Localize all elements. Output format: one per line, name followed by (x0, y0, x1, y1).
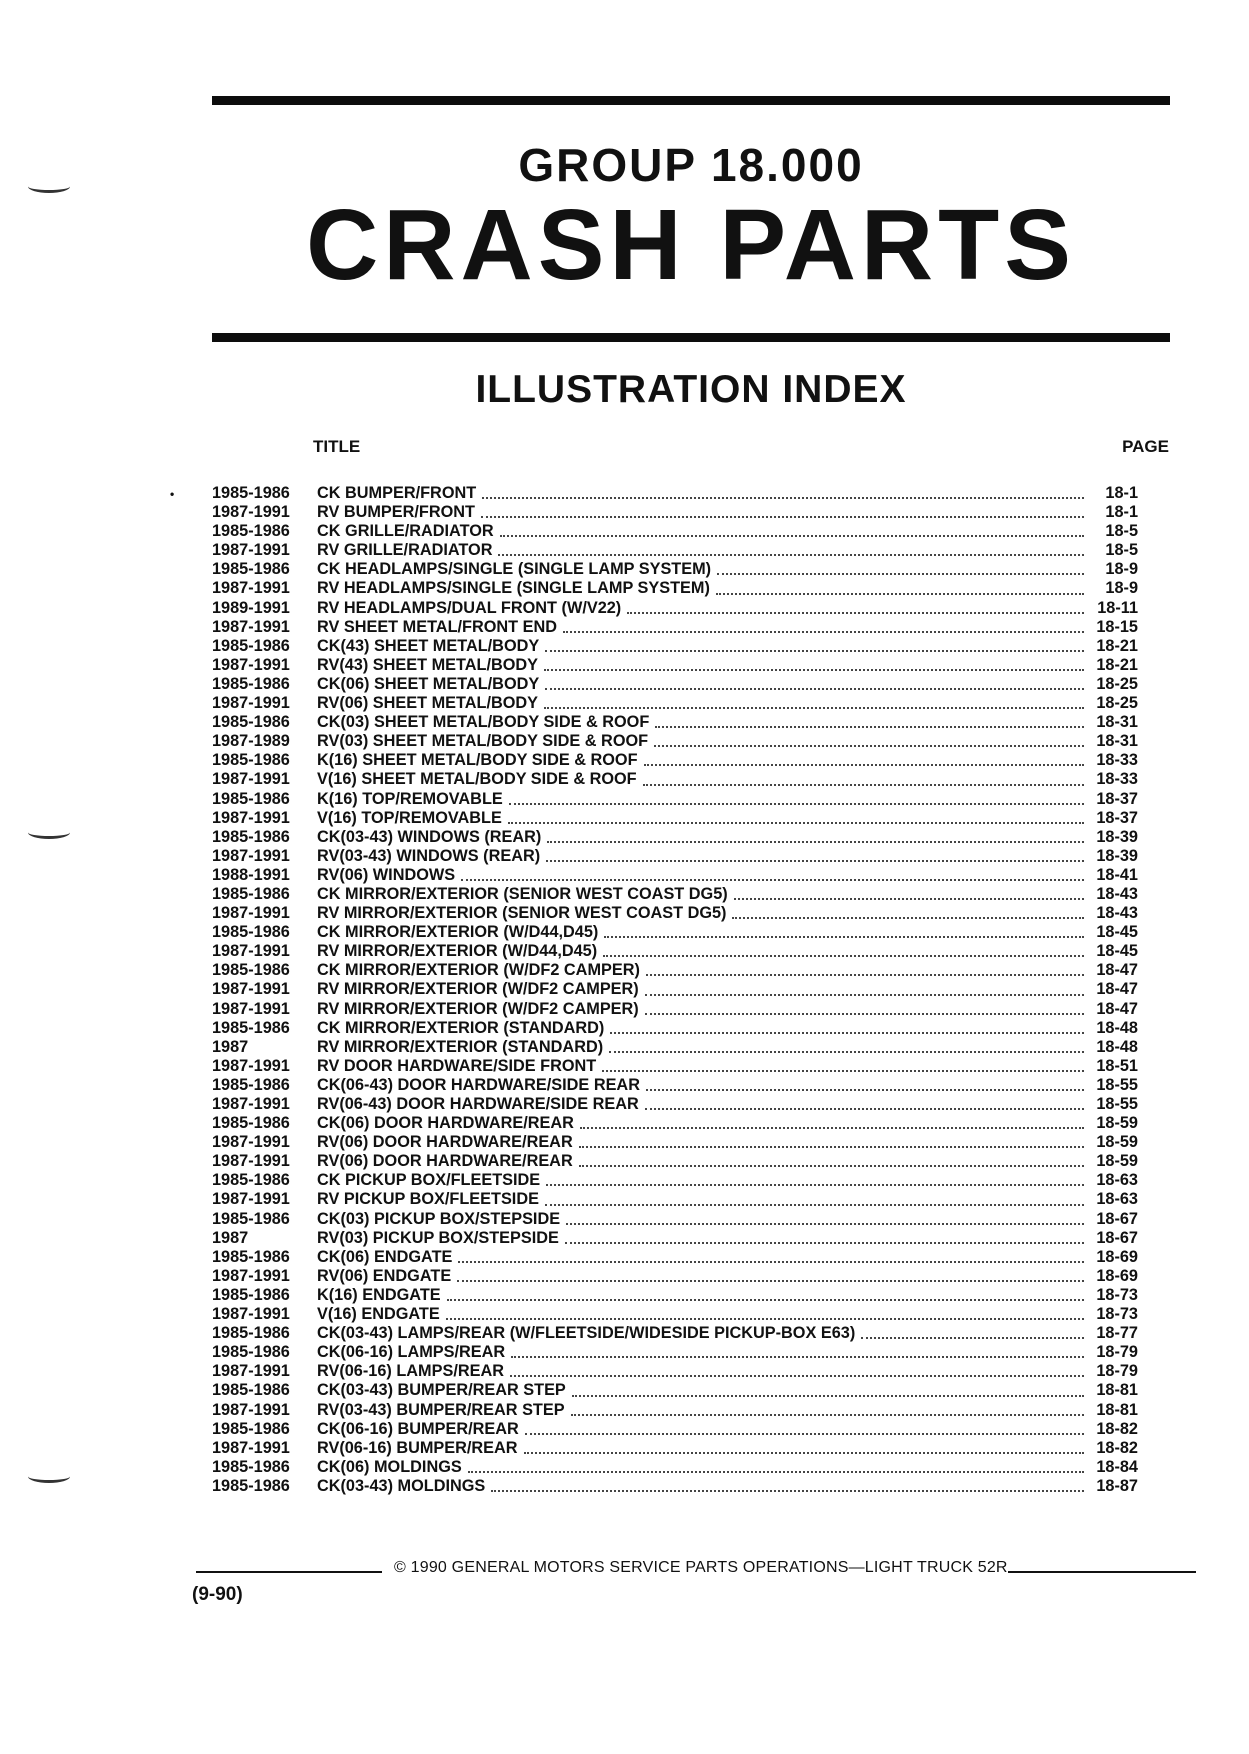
index-entry (212, 751, 1138, 770)
entry-page: 18-69 (1096, 1247, 1138, 1266)
dot-leader (565, 1242, 1084, 1244)
dot-leader (525, 1433, 1084, 1435)
dot-leader (547, 841, 1084, 843)
entry-years: 1985-1986 (212, 1285, 290, 1304)
dot-leader (609, 1051, 1084, 1053)
entry-page: 18-69 (1096, 1266, 1138, 1285)
dot-leader (627, 612, 1084, 614)
entry-years: 1985-1986 (212, 674, 290, 693)
dot-leader (461, 879, 1084, 881)
entry-years: 1985-1986 (212, 1476, 290, 1495)
entry-title: RV(06) DOOR HARDWARE/REAR (317, 1152, 573, 1171)
entry-years: 1985-1986 (212, 636, 290, 655)
entry-title: V(16) TOP/REMOVABLE (317, 808, 502, 827)
index-entry (212, 828, 1138, 847)
entry-page: 18-39 (1096, 846, 1138, 865)
entry-years: 1987-1991 (212, 1095, 290, 1113)
dot-leader (645, 994, 1084, 996)
entry-title: CK HEADLAMPS/SINGLE (SINGLE LAMP SYSTEM) (317, 560, 712, 579)
entry-page: 18-84 (1096, 1457, 1138, 1476)
binder-punch-mark (28, 180, 70, 193)
entry-title: K(16) SHEET METAL/BODY SIDE & ROOF (317, 751, 638, 770)
entry-page: 18-55 (1096, 1095, 1138, 1113)
entry-years: 1987-1991 (212, 1362, 290, 1381)
margin-bullet: • (170, 487, 175, 501)
entry-title: RV HEADLAMPS/SINGLE (SINGLE LAMP SYSTEM) (317, 579, 710, 598)
entry-years: 1985-1986 (212, 1381, 290, 1400)
dot-leader (610, 1032, 1084, 1034)
index-entry (212, 1114, 1138, 1133)
entry-page: 18-43 (1096, 884, 1138, 903)
dot-leader (603, 955, 1084, 957)
entry-title: RV(06-43) DOOR HARDWARE/SIDE REAR (317, 1095, 639, 1113)
index-entry (212, 541, 1138, 560)
entry-title: CK(43) SHEET METAL/BODY (317, 636, 540, 655)
entry-page: 18-21 (1096, 636, 1138, 655)
dot-leader (717, 573, 1084, 575)
entry-title: RV(43) SHEET METAL/BODY (317, 655, 539, 674)
index-heading: ILLUSTRATION INDEX (475, 368, 907, 411)
entry-page: 18-21 (1096, 655, 1138, 674)
dot-leader (545, 1204, 1084, 1206)
entry-years: 1985-1986 (212, 923, 290, 942)
dot-leader (491, 1490, 1084, 1492)
entry-title: CK MIRROR/EXTERIOR (STANDARD) (317, 1018, 605, 1037)
binder-punch-mark (28, 1470, 70, 1483)
entry-page: 18-25 (1096, 674, 1138, 693)
index-entry (212, 1000, 1138, 1019)
entry-page: 18-79 (1096, 1343, 1138, 1362)
dot-leader (482, 497, 1084, 499)
index-entry (212, 1095, 1138, 1114)
group-heading: GROUP 18.000 (518, 139, 864, 191)
entry-years: 1985-1986 (212, 827, 290, 846)
index-entry (212, 1133, 1138, 1152)
dot-leader (734, 898, 1084, 900)
index-entry (212, 732, 1138, 751)
binder-punch-mark (28, 826, 70, 839)
entry-page: 18-59 (1096, 1152, 1138, 1171)
entry-years: 1987-1991 (212, 503, 290, 522)
entry-page: 18-37 (1096, 789, 1138, 808)
entry-page: 18-73 (1096, 1305, 1138, 1324)
index-entry (212, 1229, 1138, 1248)
index-entry (212, 866, 1138, 885)
entry-years: 1985-1986 (212, 713, 290, 732)
entry-title: K(16) ENDGATE (317, 1285, 441, 1304)
entry-title: RV(06-16) LAMPS/REAR (317, 1362, 504, 1381)
dot-leader (510, 1375, 1084, 1377)
entry-years: 1987-1991 (212, 999, 290, 1018)
entry-page: 18-31 (1096, 732, 1138, 751)
entry-title: RV(06) SHEET METAL/BODY (317, 694, 539, 713)
footer-rule-left (196, 1571, 382, 1573)
entry-page: 18-1 (1105, 503, 1138, 522)
entry-page: 18-41 (1096, 865, 1138, 884)
index-entry (212, 560, 1138, 579)
entry-years: 1987 (212, 1228, 249, 1247)
entry-title: RV MIRROR/EXTERIOR (W/DF2 CAMPER) (317, 999, 639, 1018)
dot-leader (500, 535, 1084, 537)
entry-years: 1987 (212, 1037, 249, 1056)
entry-title: CK(03-43) LAMPS/REAR (W/FLEETSIDE/WIDESIDE PICKUP-BOX E63) (317, 1324, 856, 1343)
dot-leader (447, 1299, 1084, 1301)
index-entry (212, 599, 1138, 618)
entry-title: CK GRILLE/RADIATOR (317, 522, 494, 541)
entry-years: 1987-1991 (212, 1305, 290, 1324)
index-entry (212, 637, 1138, 656)
entry-title: V(16) ENDGATE (317, 1305, 440, 1324)
dot-leader (646, 1089, 1084, 1091)
entry-years: 1987-1991 (212, 1190, 290, 1209)
entry-years: 1985-1986 (212, 522, 290, 541)
entry-years: 1987-1991 (212, 1438, 290, 1457)
dot-leader (509, 803, 1084, 805)
index-entry (212, 1248, 1138, 1267)
entry-years: 1987-1991 (212, 541, 290, 560)
entry-title: CK MIRROR/EXTERIOR (W/DF2 CAMPER) (317, 961, 640, 980)
index-entry (212, 904, 1138, 923)
entry-years: 1987-1991 (212, 770, 290, 789)
footer-rule-right (1008, 1571, 1196, 1573)
index-entry (212, 1362, 1138, 1381)
entry-title: V(16) SHEET METAL/BODY SIDE & ROOF (317, 770, 637, 789)
dot-leader (566, 1223, 1084, 1225)
dot-leader (563, 631, 1084, 633)
entry-page: 18-63 (1096, 1171, 1138, 1190)
index-entry (212, 1324, 1138, 1343)
index-entry (212, 1420, 1138, 1439)
entry-page: 18-79 (1096, 1362, 1138, 1381)
dot-leader (645, 1013, 1084, 1015)
entry-page: 18-73 (1096, 1285, 1138, 1304)
entry-title: RV PICKUP BOX/FLEETSIDE (317, 1190, 539, 1209)
entry-title: CK(03-43) MOLDINGS (317, 1476, 486, 1495)
index-entry (212, 885, 1138, 904)
entry-years: 1985-1986 (212, 1018, 290, 1037)
dot-leader (732, 917, 1084, 919)
entry-years: 1987-1991 (212, 1400, 290, 1419)
dot-leader (511, 1356, 1084, 1358)
entry-page: 18-81 (1096, 1381, 1138, 1400)
dot-leader (457, 1280, 1084, 1282)
top-rule (212, 96, 1170, 105)
entry-years: 1987-1991 (212, 1056, 290, 1075)
entry-years: 1987-1991 (212, 846, 290, 865)
entry-title: RV SHEET METAL/FRONT END (317, 617, 558, 636)
index-entry (212, 1210, 1138, 1229)
entry-years: 1985-1986 (212, 1075, 290, 1094)
index-entry (212, 1076, 1138, 1095)
entry-title: RV(03-43) BUMPER/REAR STEP (317, 1400, 565, 1419)
index-entry (212, 522, 1138, 541)
entry-title: K(16) TOP/REMOVABLE (317, 789, 503, 808)
index-entry (212, 618, 1138, 637)
column-header-page: PAGE (1122, 437, 1169, 456)
entry-years: 1985-1986 (212, 884, 290, 903)
index-entry (212, 1152, 1138, 1171)
entry-page: 18-39 (1096, 827, 1138, 846)
index-entry (212, 961, 1138, 980)
dot-leader (580, 1127, 1084, 1129)
entry-years: 1985-1986 (212, 789, 290, 808)
entry-title: CK(03-43) BUMPER/REAR STEP (317, 1381, 566, 1400)
entry-years: 1985-1986 (212, 1171, 290, 1190)
index-entry (212, 1057, 1138, 1076)
entry-page: 18-33 (1096, 770, 1138, 789)
dot-leader (861, 1337, 1084, 1339)
dot-leader (544, 669, 1084, 671)
index-entry (212, 579, 1138, 598)
entry-page: 18-67 (1096, 1228, 1138, 1247)
dot-leader (546, 1184, 1084, 1186)
index-entry (212, 1019, 1138, 1038)
index-entry (212, 1401, 1138, 1420)
index-entry (212, 1286, 1138, 1305)
date-code: (9-90) (192, 1584, 243, 1605)
index-entry (212, 484, 1138, 503)
entry-page: 18-59 (1096, 1114, 1138, 1133)
entry-title: RV BUMPER/FRONT (317, 503, 475, 522)
index-entry (212, 770, 1138, 789)
entry-title: RV(03-43) WINDOWS (REAR) (317, 846, 541, 865)
dot-leader (572, 1395, 1084, 1397)
index-entry (212, 1190, 1138, 1209)
dot-leader (604, 936, 1084, 938)
entry-title: RV(06) WINDOWS (317, 865, 456, 884)
dot-leader (524, 1452, 1084, 1454)
entry-title: CK(06-16) BUMPER/REAR (317, 1419, 519, 1438)
dot-leader (468, 1471, 1084, 1473)
entry-page: 18-45 (1096, 942, 1138, 961)
entry-page: 18-67 (1096, 1209, 1138, 1228)
index-entry (212, 847, 1138, 866)
entry-page: 18-33 (1096, 751, 1138, 770)
dot-leader (644, 764, 1084, 766)
entry-title: CK(06-43) DOOR HARDWARE/SIDE REAR (317, 1075, 640, 1094)
entry-years: 1987-1991 (212, 694, 290, 713)
entry-years: 1985-1986 (212, 1247, 290, 1266)
entry-title: RV(03) SHEET METAL/BODY SIDE & ROOF (317, 732, 649, 751)
entry-title: CK PICKUP BOX/FLEETSIDE (317, 1171, 541, 1190)
title-rule (212, 333, 1170, 342)
entry-title: RV(06-16) BUMPER/REAR (317, 1438, 518, 1457)
entry-title: RV MIRROR/EXTERIOR (W/D44,D45) (317, 942, 598, 961)
dot-leader (545, 650, 1084, 652)
entry-title: RV GRILLE/RADIATOR (317, 541, 493, 560)
index-entry (212, 942, 1138, 961)
column-header-title: TITLE (313, 437, 361, 456)
entry-page: 18-31 (1096, 713, 1138, 732)
entry-page: 18-9 (1105, 560, 1138, 579)
index-entry (212, 1381, 1138, 1400)
dot-leader (544, 707, 1084, 709)
entry-title: CK MIRROR/EXTERIOR (W/D44,D45) (317, 923, 599, 942)
index-entry (212, 980, 1138, 999)
entry-years: 1985-1986 (212, 1343, 290, 1362)
index-entry (212, 1439, 1138, 1458)
dot-leader (716, 593, 1084, 595)
dot-leader (579, 1146, 1084, 1148)
entry-years: 1988-1991 (212, 865, 290, 884)
entry-title: RV(06) DOOR HARDWARE/REAR (317, 1133, 573, 1152)
entry-page: 18-43 (1096, 904, 1138, 923)
index-entry (212, 1305, 1138, 1324)
index-entry (212, 656, 1138, 675)
entry-years: 1987-1989 (212, 732, 290, 751)
entry-page: 18-77 (1096, 1324, 1138, 1343)
entry-title: RV DOOR HARDWARE/SIDE FRONT (317, 1056, 597, 1075)
entry-title: CK(03) PICKUP BOX/STEPSIDE (317, 1209, 561, 1228)
entry-page: 18-15 (1096, 617, 1138, 636)
entry-page: 18-25 (1096, 694, 1138, 713)
entry-title: CK(06) MOLDINGS (317, 1457, 462, 1476)
dot-leader (545, 688, 1084, 690)
entry-years: 1987-1991 (212, 980, 290, 999)
index-entry (212, 694, 1138, 713)
entry-years: 1989-1991 (212, 598, 290, 617)
entry-title: CK(06) SHEET METAL/BODY (317, 674, 540, 693)
entry-years: 1985-1986 (212, 1209, 290, 1228)
dot-leader (646, 974, 1084, 976)
entry-page: 18-9 (1105, 579, 1138, 598)
entry-page: 18-5 (1105, 541, 1138, 560)
dot-leader (655, 726, 1084, 728)
dot-leader (654, 745, 1084, 747)
entry-title: CK(03) SHEET METAL/BODY SIDE & ROOF (317, 713, 650, 732)
entry-title: RV(03) PICKUP BOX/STEPSIDE (317, 1228, 559, 1247)
index-entry (212, 1458, 1138, 1477)
entry-years: 1985-1986 (212, 1114, 290, 1133)
dot-leader (602, 1070, 1084, 1072)
entry-years: 1985-1986 (212, 1457, 290, 1476)
dot-leader (579, 1165, 1084, 1167)
entry-years: 1985-1986 (212, 1324, 290, 1343)
entry-page: 18-37 (1096, 808, 1138, 827)
entry-title: CK BUMPER/FRONT (317, 484, 477, 502)
index-entry (212, 790, 1138, 809)
entry-page: 18-82 (1096, 1419, 1138, 1438)
index-entry (212, 923, 1138, 942)
entry-years: 1985-1986 (212, 961, 290, 980)
entry-title: CK MIRROR/EXTERIOR (SENIOR WEST COAST DG5) (317, 884, 728, 903)
entry-years: 1987-1991 (212, 655, 290, 674)
entry-page: 18-82 (1096, 1438, 1138, 1457)
entry-title: CK(06) DOOR HARDWARE/REAR (317, 1114, 574, 1133)
entry-page: 18-81 (1096, 1400, 1138, 1419)
dot-leader (498, 554, 1084, 556)
index-entry (212, 809, 1138, 828)
entry-years: 1985-1986 (212, 560, 290, 579)
entry-title: CK(06) ENDGATE (317, 1247, 453, 1266)
index-entry (212, 1038, 1138, 1057)
entry-page: 18-48 (1096, 1018, 1138, 1037)
entry-years: 1985-1986 (212, 484, 290, 502)
entry-years: 1987-1991 (212, 579, 290, 598)
dot-leader (546, 860, 1084, 862)
entry-page: 18-47 (1096, 999, 1138, 1018)
entry-title: RV(06) ENDGATE (317, 1266, 452, 1285)
entry-page: 18-51 (1096, 1056, 1138, 1075)
entry-page: 18-11 (1097, 598, 1138, 617)
dot-leader (645, 1108, 1084, 1110)
entry-title: RV MIRROR/EXTERIOR (W/DF2 CAMPER) (317, 980, 639, 999)
entry-page: 18-55 (1096, 1075, 1138, 1094)
dot-leader (571, 1414, 1084, 1416)
entry-years: 1987-1991 (212, 942, 290, 961)
index-entry (212, 1343, 1138, 1362)
entry-title: RV HEADLAMPS/DUAL FRONT (W/V22) (317, 598, 622, 617)
entry-page: 18-48 (1096, 1037, 1138, 1056)
entry-page: 18-47 (1096, 961, 1138, 980)
dot-leader (458, 1261, 1084, 1263)
index-entry (212, 713, 1138, 732)
entry-years: 1987-1991 (212, 617, 290, 636)
entry-page: 18-63 (1096, 1190, 1138, 1209)
entry-title: CK(03-43) WINDOWS (REAR) (317, 827, 542, 846)
dot-leader (481, 516, 1084, 518)
dot-leader (643, 784, 1084, 786)
entry-page: 18-1 (1105, 484, 1138, 502)
index-entry (212, 1171, 1138, 1190)
index-entry (212, 1477, 1138, 1496)
entry-page: 18-87 (1096, 1476, 1138, 1495)
entry-title: RV MIRROR/EXTERIOR (STANDARD) (317, 1037, 604, 1056)
entry-years: 1987-1991 (212, 808, 290, 827)
index-entry (212, 675, 1138, 694)
entry-years: 1987-1991 (212, 904, 290, 923)
index-entry (212, 503, 1138, 522)
entry-page: 18-5 (1105, 522, 1138, 541)
dot-leader (446, 1318, 1084, 1320)
entry-page: 18-47 (1096, 980, 1138, 999)
entry-years: 1987-1991 (212, 1133, 290, 1152)
entry-page: 18-45 (1096, 923, 1138, 942)
index-list (212, 484, 1138, 1496)
entry-years: 1987-1991 (212, 1152, 290, 1171)
page-title: CRASH PARTS (306, 189, 1076, 301)
copyright-line: © 1990 GENERAL MOTORS SERVICE PARTS OPERATIONS—LIGHT TRUCK 52R (394, 1559, 1008, 1576)
entry-page: 18-59 (1096, 1133, 1138, 1152)
index-entry (212, 1267, 1138, 1286)
entry-title: RV MIRROR/EXTERIOR (SENIOR WEST COAST DG5) (317, 904, 727, 923)
entry-years: 1985-1986 (212, 751, 290, 770)
dot-leader (508, 822, 1084, 824)
entry-years: 1985-1986 (212, 1419, 290, 1438)
entry-years: 1987-1991 (212, 1266, 290, 1285)
entry-title: CK(06-16) LAMPS/REAR (317, 1343, 506, 1362)
